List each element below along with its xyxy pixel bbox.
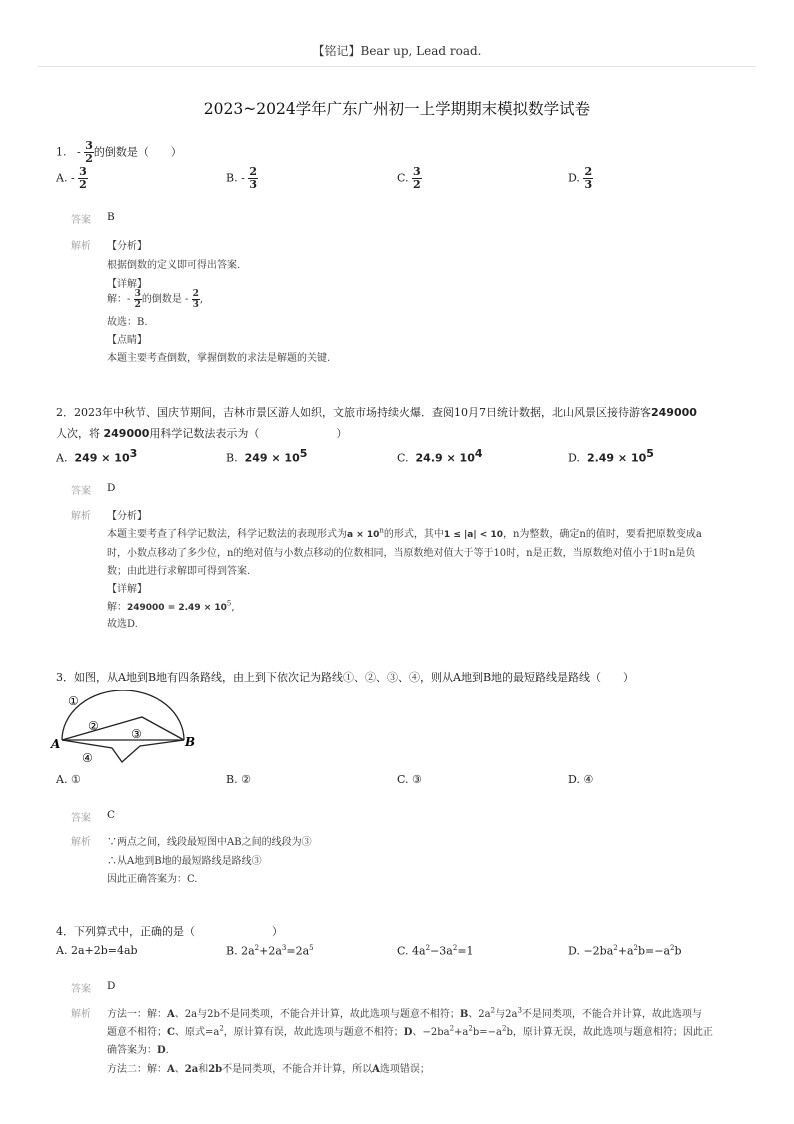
q4-option-a[interactable]: A. 2a+2b=4ab <box>56 944 138 957</box>
q3-option-a[interactable]: A. ① <box>56 773 81 786</box>
q2-stem-line2: 人次，将 249000用科学记数法表示为（ ） <box>56 427 348 440</box>
route-2-label: ② <box>88 719 99 733</box>
q4-analysis-l3: 确答案为：D. <box>107 1045 169 1056</box>
q3-stem: 3．如图，从A地到B地有四条路线，由上到下依次记为路线①、②、③、④，则从A地到B地的最短路线是路线（ ） <box>56 671 635 684</box>
q1-analysis-l4: 本题主要考查倒数，掌握倒数的求法是解题的关键. <box>107 353 331 364</box>
q1-stem: 1. - $\frac{3}{2}$ 的倒数是（ ） <box>56 139 182 165</box>
q4-analysis-l1: 方法一：解：A、2a与2b不是同类项，不能合并计算，故此选项与题意不相符；B、$2a^2$与$2a^3$不是同类项，不能合并计算，故此选项与 <box>107 1006 702 1020</box>
q2-answer: D <box>107 482 116 494</box>
route-1-label: ① <box>68 694 79 708</box>
q4-option-b[interactable]: B. $2a^2+2a^3=2a^5$ <box>226 944 314 958</box>
q3-option-c[interactable]: C. ③ <box>397 773 422 786</box>
q3-answer-label: 答案 <box>71 813 91 824</box>
q1-answer: B <box>107 211 115 223</box>
q4-option-c[interactable]: C. $4a^2-3a^2=1$ <box>397 944 474 958</box>
q4-analysis-l2: 题意不相符；C、原式$=a^2$，原计算有误，故此选项与题意不相符；D、$-2ba^2+a^2b=-a^2b$，原计算无误，故此选项与题意相符；因此正 <box>107 1024 713 1038</box>
q1-analysis-l2: 解：- $\frac{3}{2}$ 的倒数是 - $\frac{2}{3}$ , <box>107 289 204 310</box>
q2-analysis-l1: 本题主要考查了科学记数法，科学记数法的表现形式为$a \times 10^n$的形式，其中1 ≤ |a| < 10，n为整数，确定n的值时，要看把原数变成a <box>107 526 702 540</box>
q2-option-c[interactable]: C. $24.9 \times 10^4$ <box>397 447 483 465</box>
q2-analysis-h1: 【分析】 <box>107 511 147 522</box>
q2-stem-line1: 2．2023年中秋节、国庆节期间，吉林市景区游人如织，文旅市场持续火爆．查阅10月7日统计数据，北山风景区接待游客249000 <box>56 406 697 419</box>
q2-option-b[interactable]: B. $249 \times 10^5$ <box>226 447 308 465</box>
q1-stem-fraction: $\frac{3}{2}$ <box>85 139 93 165</box>
q2-answer-label: 答案 <box>71 486 91 497</box>
q1-analysis-l1: 根据倒数的定义即可得出答案. <box>107 260 241 271</box>
q4-option-d[interactable]: D. $-2ba^2+a^2b=-a^2b$ <box>568 944 682 958</box>
q1-option-b[interactable]: B. - $\frac{2}{3}$ <box>226 165 257 191</box>
q3-route-diagram <box>50 690 200 772</box>
route-2-path <box>62 717 184 740</box>
page-header: 【铭记】Bear up, Lead road. <box>312 44 482 58</box>
route-4-label: ④ <box>82 751 93 765</box>
q1-option-c[interactable]: C. $\frac{3}{2}$ <box>397 165 421 191</box>
q2-analysis-l4: 解：$249000 = 2.49 \times 10^5$, <box>107 599 235 613</box>
route-1-arc <box>62 690 184 740</box>
q4-answer: D <box>107 980 116 992</box>
q4-analysis-l4: 方法二：解：A、2a和2b不是同类项，不能合并计算，所以A选项错误； <box>107 1064 430 1075</box>
q3-analysis-l2: ∴从A地到B地的最短路线是路线③ <box>107 856 262 867</box>
point-a-label: A <box>51 737 61 751</box>
q4-answer-label: 答案 <box>71 984 91 995</box>
q2-option-d[interactable]: D. $2.49 \times 10^5$ <box>568 447 654 465</box>
q2-analysis-label: 解析 <box>71 511 91 522</box>
q1-answer-label: 答案 <box>71 215 91 226</box>
q2-option-a[interactable]: A. $249 \times 10^3$ <box>56 447 138 465</box>
q3-analysis-l1: ∵两点之间，线段最短图中AB之间的线段为③ <box>107 837 312 848</box>
q1-analysis-l3: 故选：B. <box>107 317 148 328</box>
q2-analysis-l5: 故选D. <box>107 619 138 630</box>
q1-option-a[interactable]: A. - $\frac{3}{2}$ <box>56 165 87 191</box>
q4-analysis-label: 解析 <box>71 1009 91 1020</box>
q2-analysis-h2: 【详解】 <box>107 584 147 595</box>
exam-title: 2023~2024学年广东广州初一上学期期末模拟数学试卷 <box>203 100 591 118</box>
q1-option-d[interactable]: D. $\frac{2}{3}$ <box>568 165 593 191</box>
q1-analysis-h1: 【分析】 <box>107 241 147 252</box>
q3-option-d[interactable]: D. ④ <box>568 773 594 786</box>
q3-option-b[interactable]: B. ② <box>226 773 251 786</box>
q1-analysis-h2: 【详解】 <box>107 279 147 290</box>
q3-analysis-l3: 因此正确答案为：C. <box>107 874 198 885</box>
q3-answer: C <box>107 809 116 821</box>
q2-analysis-l3: 数；由此进行求解即可得到答案. <box>107 566 251 577</box>
header-divider <box>38 66 756 67</box>
q2-analysis-l2: 时，小数点移动了多少位，n的绝对值与小数点移动的位数相同，当原数绝对值大于等于10时，n是正数，当原数绝对值小于1时n是负 <box>107 548 696 559</box>
q3-analysis-label: 解析 <box>71 837 91 848</box>
q4-stem: 4．下列算式中，正确的是（ ） <box>56 925 283 938</box>
route-4-path <box>62 740 184 762</box>
q1-analysis-h3: 【点睛】 <box>107 335 147 346</box>
route-3-label: ③ <box>131 727 142 741</box>
point-b-label: B <box>185 735 196 749</box>
q1-analysis-label: 解析 <box>71 241 91 252</box>
